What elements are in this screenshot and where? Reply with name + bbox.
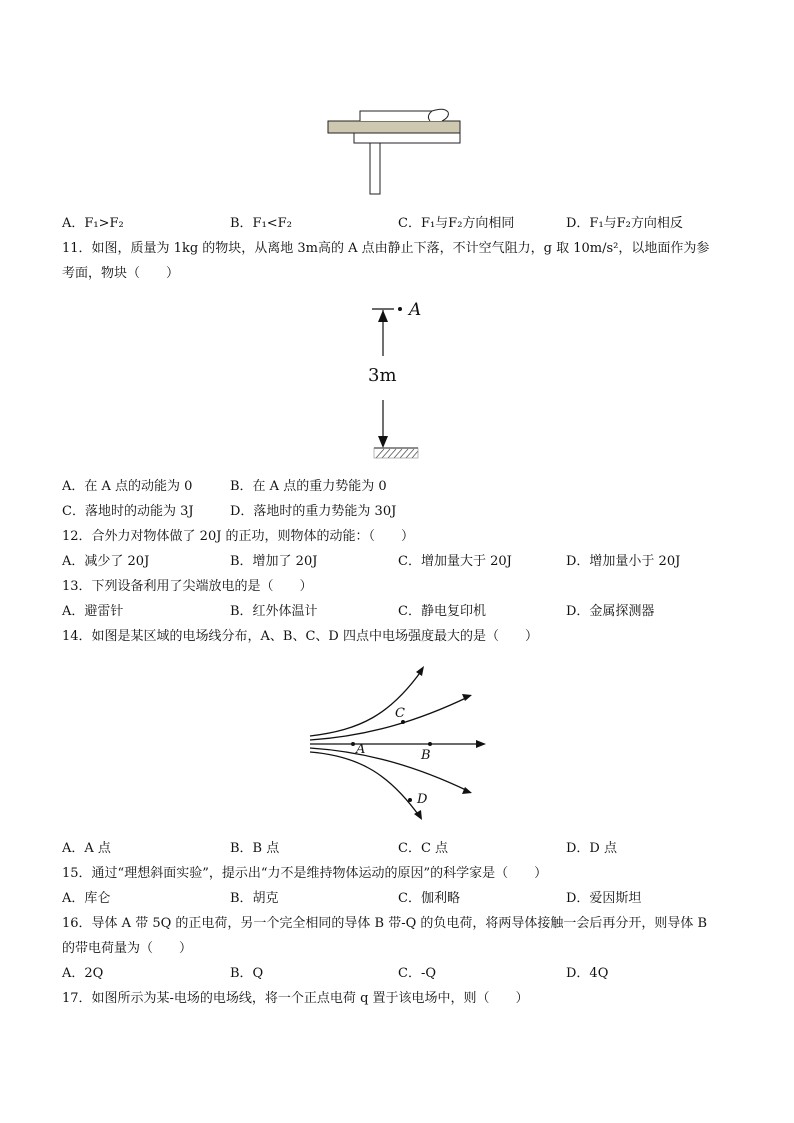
q15-stem: 15．通过“理想斜面实验”，提示出“力不是维持物体运动的原因”的科学家是（ ） — [62, 866, 548, 881]
label-d: D — [417, 792, 428, 807]
q13-option-a: A．避雷针 — [62, 604, 124, 619]
q15-option-b: B．胡克 — [230, 891, 279, 906]
q16-option-c: C．-Q — [398, 966, 436, 981]
ground-hatch — [376, 449, 418, 458]
q16-stem-line1: 16．导体 A 带 5Q 的正电荷，另一个完全相同的导体 B 带-Q 的负电荷，将两导体接触一会后再分开，则导体 B — [62, 916, 708, 931]
q15-option-d: D．爱因斯坦 — [566, 891, 642, 906]
height-label: 3m — [368, 365, 397, 386]
q14-option-a: A．A 点 — [62, 841, 111, 856]
q14-option-d: D．D 点 — [566, 841, 617, 856]
q17-stem: 17．如图所示为某-电场的电场线，将一个正点电荷 q 置于该电场中，则（ ） — [62, 991, 529, 1006]
q10-option-c: C．F₁与F₂方向相同 — [398, 216, 515, 231]
q16-option-a: A．2Q — [62, 966, 104, 981]
q16-option-b: B．Q — [230, 966, 264, 981]
q16-stem-line2: 的带电荷量为（ ） — [62, 941, 193, 956]
q13-option-d: D．金属探测器 — [566, 604, 655, 619]
book-on-table-figure — [320, 104, 470, 198]
q13-option-b: B．红外体温计 — [230, 604, 318, 619]
q10-option-a: A．F₁>F₂ — [62, 216, 124, 231]
q11-option-c: C．落地时的动能为 3J — [62, 504, 194, 519]
q13-option-c: C．静电复印机 — [398, 604, 486, 619]
point-b-dot — [428, 742, 432, 746]
point-a-dot — [351, 742, 355, 746]
q13-options — [62, 603, 742, 621]
q12-options — [62, 553, 742, 571]
falling-block-figure — [360, 298, 440, 464]
q12-option-d: D．增加量小于 20J — [566, 554, 681, 569]
q11-option-a: A．在 A 点的动能为 0 — [62, 479, 193, 494]
q10-option-b: B．F₁<F₂ — [230, 216, 292, 231]
point-a-dot — [398, 307, 402, 311]
q10-option-d: D．F₁与F₂方向相反 — [566, 216, 683, 231]
q11-stem-line1: 11．如图，质量为 1kg 的物块，从离地 3m高的 A 点由静止下落，不计空气阻力，g 取 10m/s²，以地面作为参 — [62, 241, 710, 256]
q11-stem-line2: 考面，物块（ ） — [62, 266, 180, 281]
q15-option-a: A．库仑 — [62, 891, 111, 906]
q16-options — [62, 965, 742, 983]
q11-options-row2 — [62, 503, 742, 521]
label-b: B — [421, 748, 431, 763]
q15-options — [62, 890, 742, 908]
q14-option-b: B．B 点 — [230, 841, 280, 856]
q14-stem: 14．如图是某区域的电场线分布，A、B、C、D 四点中电场强度最大的是（ ） — [62, 629, 538, 644]
field-lines-figure — [300, 660, 495, 825]
q12-option-c: C．增加量大于 20J — [398, 554, 512, 569]
q12-option-b: B．增加了 20J — [230, 554, 318, 569]
q14-options — [62, 840, 742, 858]
q12-option-a: A．减少了 20J — [62, 554, 150, 569]
q11-options-row1 — [62, 478, 742, 496]
q11-option-b: B．在 A 点的重力势能为 0 — [230, 479, 387, 494]
point-d-dot — [408, 798, 412, 802]
point-a-label: A — [409, 300, 422, 320]
q14-option-c: C．C 点 — [398, 841, 449, 856]
q11-option-d: D．落地时的重力势能为 30J — [230, 504, 397, 519]
label-a: A — [356, 742, 366, 757]
q16-option-d: D．4Q — [566, 966, 609, 981]
q13-stem: 13．下列设备利用了尖端放电的是（ ） — [62, 579, 313, 594]
q15-option-c: C．伽利略 — [398, 891, 460, 906]
q10-options — [62, 215, 742, 233]
q12-stem: 12．合外力对物体做了 20J 的正功，则物体的动能：（ ） — [62, 529, 415, 544]
label-c: C — [395, 706, 405, 721]
